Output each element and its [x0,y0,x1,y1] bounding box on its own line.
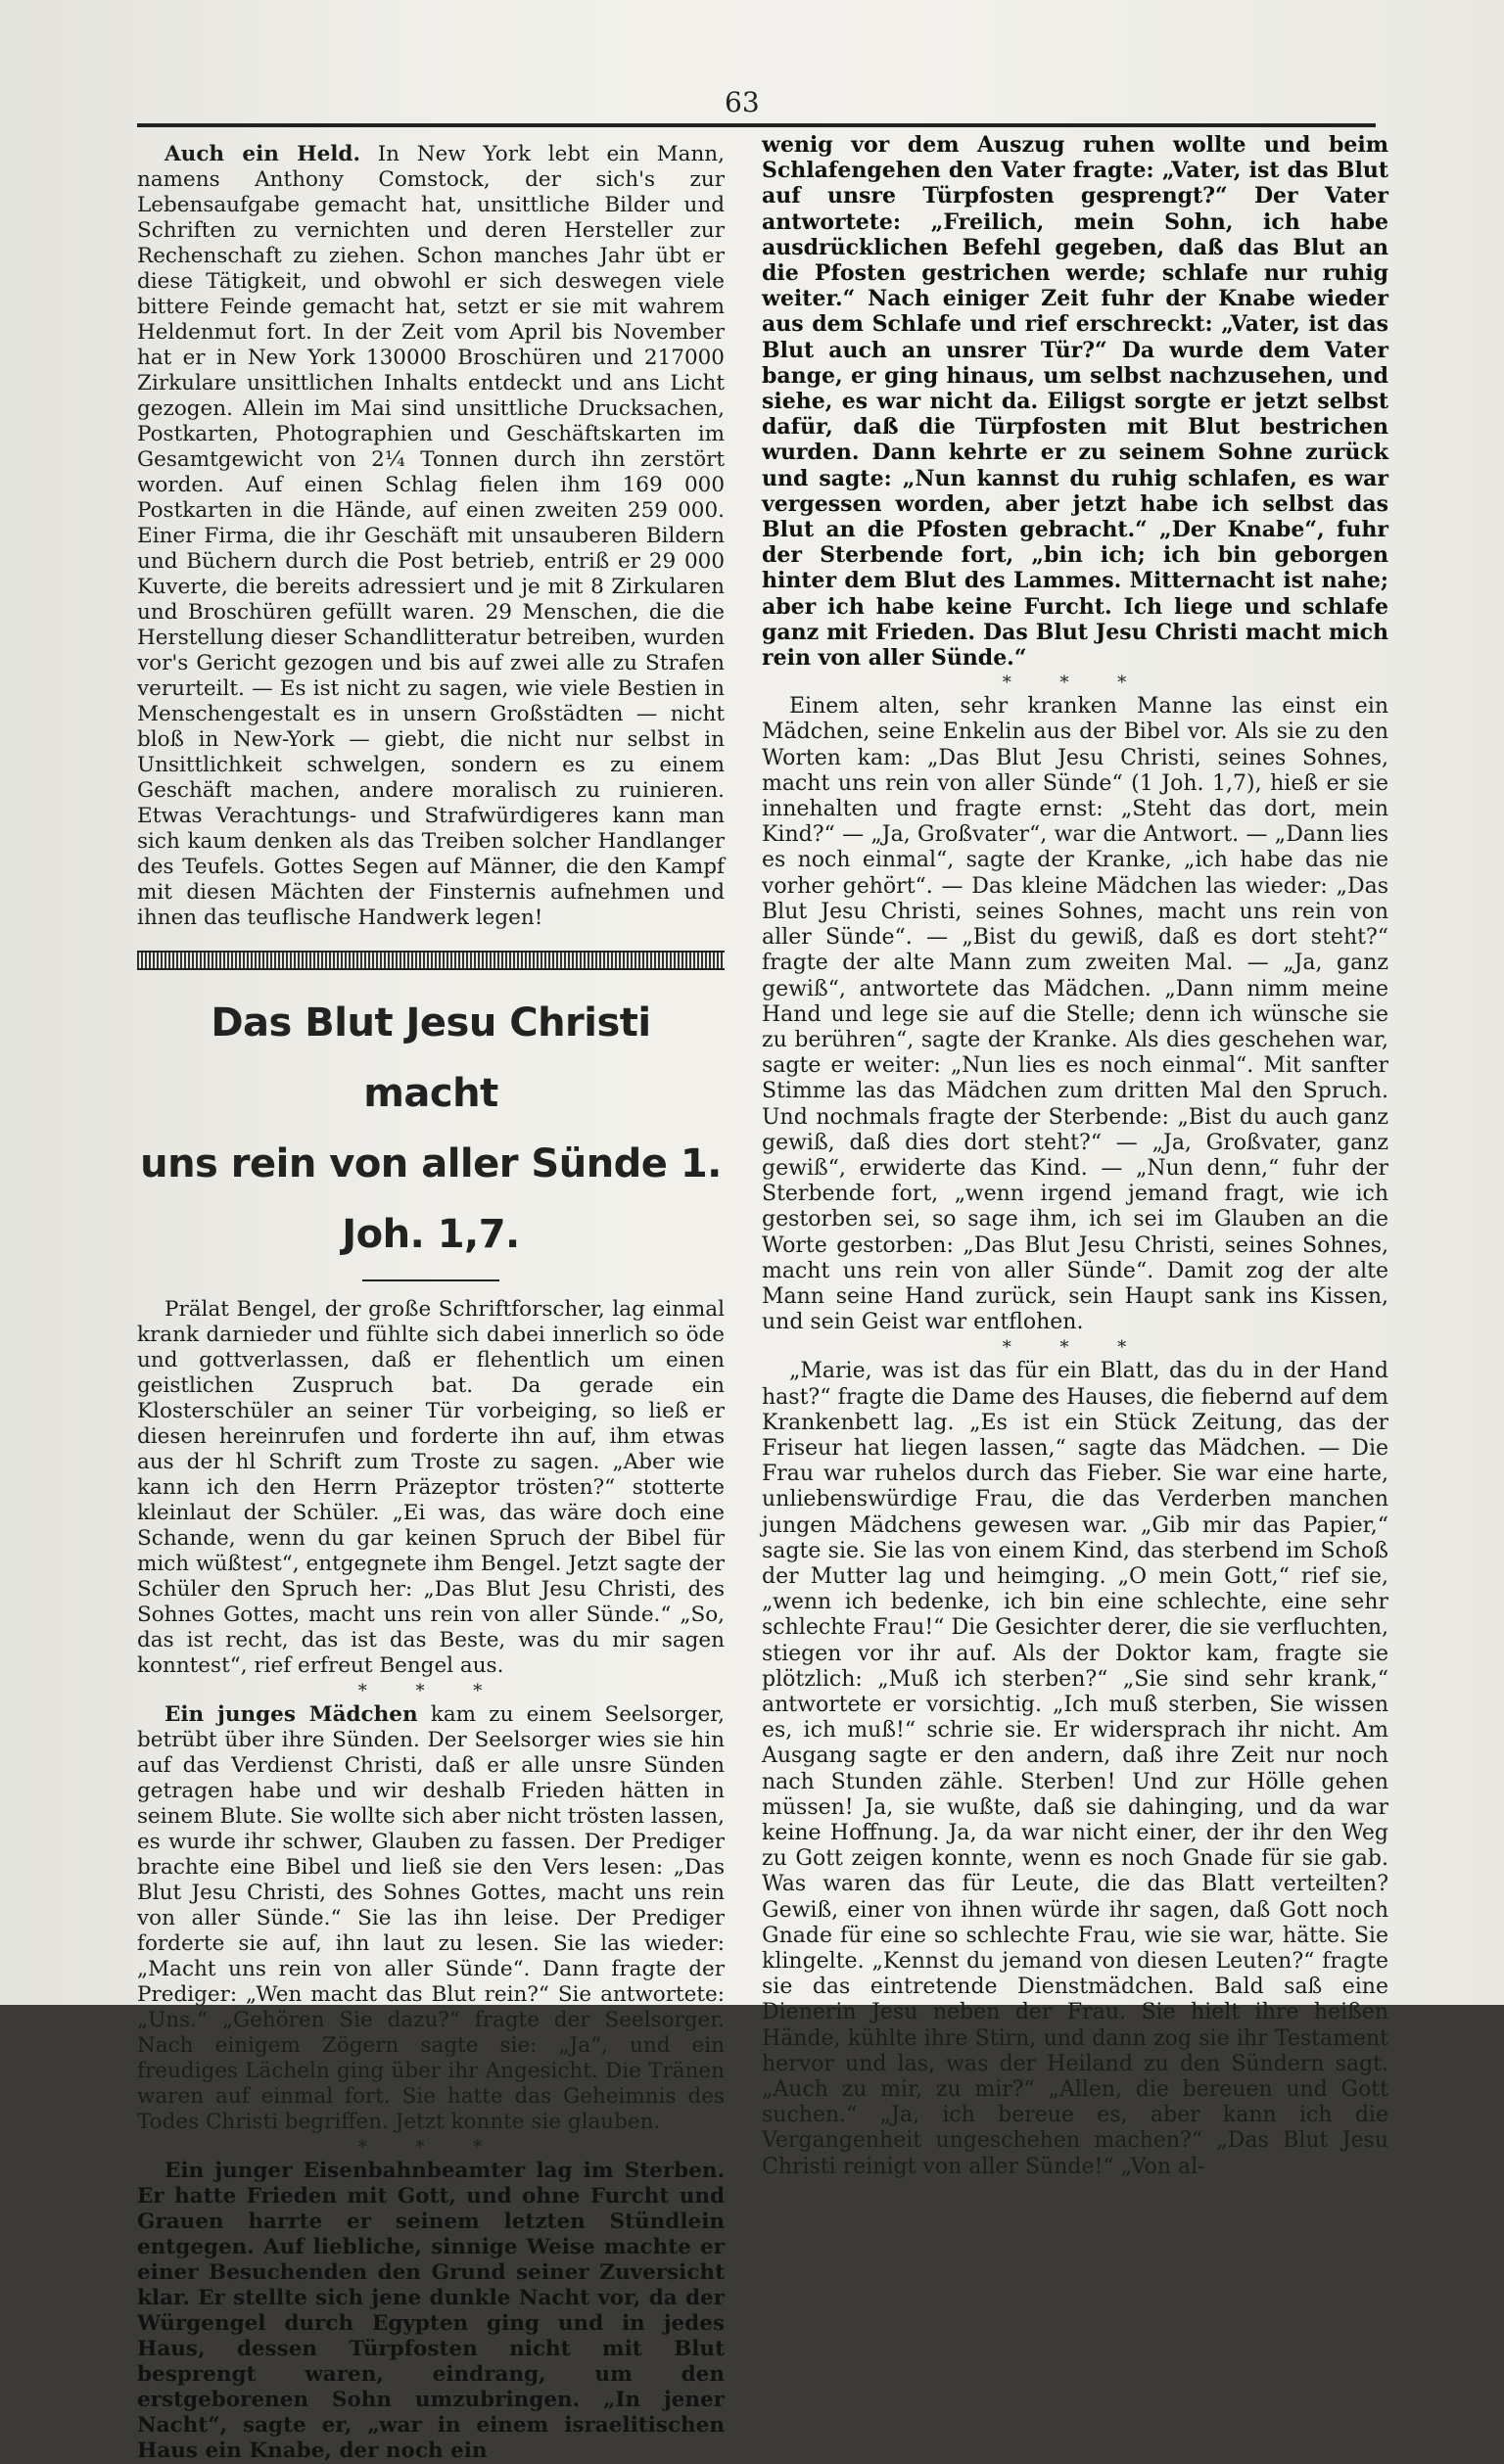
held-article [137,142,725,931]
marie-paragraph: „Marie, was ist das für ein Blatt, das du in der Hand hast?“ fragte die Dame des Hauses, die fiebernd auf dem Krankenbett lag. „Es ist ein Stück Zeitung, das der Friseur hat liegen lassen,“ sagte das Mädchen. — Die Frau war ruhelos durch das Fieber. Sie war eine harte, unliebenswürdige Frau, die das Verderben manchen jungen Mädchens gewesen war. „Gib mir das Papier,“ sagte sie. Sie las von einem Kind, das sterbend im Schoß der Mutter lag und heimging. „O mein Gott,“ rief sie, „wenn ich bedenke, ich bin eine schlechte, eine sehr schlechte Frau!“ Die Gesichter derer, die sie verfluchten, stiegen vor ihr auf. Als der Doktor kam, fragte sie plötzlich: „Muß ich sterben?“ „Sie sind sehr krank,“ antwortete er vorsichtig. „Ich muß sterben, Sie wissen es, ich muß!“ schrie sie. Er widersprach ihr nicht. Am Ausgang sagte er den andern, daß ihre Zeit nur noch nach Stunden zähle. Sterben! Und zur Hölle gehen müssen! Ja, sie wußte, daß sie dahinging, und da war keine Hoffnung. Ja, da war nicht einer, der ihr den Weg zu Gott zeigen konnte, wenn es noch Gnade für sie gab. Was waren das für Leute, die das Blatt verteilten? Gewiß, einer von ihnen würde ihr sagen, daß Gott noch Gnade für eine so schlechte Frau, wie sie war, hätte. Sie klingelte. „Kennst du jemand von diesen Leuten?“ fragte sie das eintretende Dienstmädchen. Bald saß eine Dienerin Jesu neben der Frau. Sie hielt ihre heißen Hände, kühlte ihre Stirn, und dann zog sie ihr Testament hervor und las, was der Heiland zu den Sündern sagt. „Auch zu mir, zu mir?“ „Allen, die bereuen und Gott suchen.“ „Ja, ich bereue es, aber kann ich die Vergangenheit ungeschehen machen?“ „Das Blut Jesu Christi reinigt von aller Sünde!“ „Von al- [762,1359,1388,2179]
header-rule [137,123,1376,127]
bengel-paragraph: Prälat Bengel, der große Schriftforscher, lag einmal krank darnieder und fühlte sich dabei innerlich so öde und gottverlassen, daß er flehentlich um einen geistlichen Zuspruch bat. Da gerade ein Klosterschüler an seiner Tür vorbeiging, so ließ er diesen hereinrufen und forderte ihn auf, ihm etwas aus der hl Schrift zum Troste zu sagen. „Aber wie kann ich den Herrn Präzeptor trösten?“ stotterte kleinlaut der Schüler. „Ei was, das wäre doch eine Schande, wenn du gar keinen Spruch der Bibel für mich wüßtest“, entgegnete ihm Bengel. Jetzt sagte der Schüler den Spruch her: „Das Blut Jesu Christi, des Sohnes Gottes, macht uns rein von aller Sünde.“ „So, das ist recht, das ist das Beste, was du mir sagen konntest“, rief erfreut Bengel aus. [137,1297,725,1678]
maedchen-lead: Ein junges Mädchen [164,1702,418,1727]
maedchen-body: kam zu einem Seelsorger, betrübt über ihre Sünden. Der Seelsorger wies sie hin auf das Verdienst Christi, daß er alle unsre Sünden getragen habe und wir deshalb Frieden hätten in seinem Blute. Sie wollte sich aber nicht trösten lassen, es wurde ihr schwer, Glauben zu fassen. Der Prediger brachte eine Bibel und ließ sie den Vers lesen: „Das Blut Jesu Christi, des Sohnes Gottes, macht uns rein von aller Sünde.“ Sie las ihn leise. Der Prediger forderte sie auf, ihn laut zu lesen. Sie las wieder: „Macht uns rein von aller Sünde“. Dann fragte der Prediger: „Wen macht das Blut rein?“ Sie antwortete: „Uns.“ „Gehören Sie dazu?“ fragte der Seelsorger. Nach einigem Zögern sagte sie: „Ja“, und ein freudiges Lächeln ging über ihr Angesicht. Die Tränen waren auf einmal fort. Sie hatte das Geheimnis des Todes Christi begriffen. Jetzt konnte sie glauben. [137,1702,726,2134]
section-title [137,988,725,1270]
eisenbahn-body: lag im Sterben. Er hatte Frieden mit Gott, und ohne Furcht und Grauen harrte er seinem letzten Stündlein entgegen. Auf liebliche, sinnige Weise machte er einer Besuchenden den Grund seiner Zuversicht klar. Er stellte sich jene dunkle Nacht vor, da der Würgengel durch Egypten ging und in jedes Haus, dessen Türpfosten nicht mit Blut besprengt waren, eindrang, um den erstgeborenen Sohn umzubringen. „In jener Nacht“, sagte er, „war in einem israelitischen Haus ein Knabe, der noch ein [137,2159,725,2463]
title-underline [362,1279,499,1281]
star-separator: * * * [357,1681,504,1701]
star-separator: * * * [357,2137,504,2158]
left-column [137,142,725,2464]
page-number: 63 [725,86,760,118]
eisenbahn-lead: Ein junger Eisenbahnbeamter [164,2159,526,2183]
eisenbahn-paragraph [137,2159,725,2464]
alter-mann-paragraph: Einem alten, sehr kranken Manne las einst ein Mädchen, seine Enkelin aus der Bibel vor. Als sie zu den Worten kam: „Das Blut Jesu Christi, seines Sohnes, macht uns rein von aller Sünde“ (1 Joh. 1,7), hieß er sie innehalten und fragte ernst: „Steht das dort, mein Kind?“ — „Ja, Großvater“, war die Antwort. — „Dann lies es noch einmal“, sagte der Kranke, „ich habe das nie vorher gehört“. — Das kleine Mädchen las wieder: „Das Blut Jesu Christi, seines Sohnes, macht uns rein von aller Sünde“. — „Bist du gewiß, daß es dort steht?“ fragte der alte Mann zum zweiten Mal. — „Ja, ganz gewiß“, antwortete das Mädchen. „Dann nimm meine Hand und lege sie auf die Stelle; denn ich wünsche sie zu berühren“, sagte der Kranke. Als dies geschehen war, sagte er weiter: „Nun lies es noch einmal“. Mit sanfter Stimme las das Mädchen zum dritten Mal den Spruch. Und nochmals fragte der Sterbende: „Bist du auch ganz gewiß, daß dies dort steht?“ — „Ja, Großvater, ganz gewiß“, erwiderte das Kind. — „Nun denn,“ fuhr der Sterbende fort, „wenn irgend jemand fragt, wie ich gestorben sei, so sage ihm, ich sei im Glauben an die Worte gestorben: „Das Blut Jesu Christi, seines Sohnes, macht uns rein von aller Sünde“. Damit zog der alte Mann seine Hand zurück, sein Haupt sank ins Kissen, und sein Geist war entflohen. [762,694,1388,1335]
right-column [762,132,1388,2180]
title-line-2: uns rein von aller Sünde 1. Joh. 1,7. [140,1141,722,1257]
held-heading: Auch ein Held. [164,142,360,166]
title-line-1: Das Blut Jesu Christi macht [211,1000,651,1116]
star-separator: * * * [1002,1337,1149,1359]
eisenbahn-continuation: wenig vor dem Auszug ruhen wollte und beim Schlafengehen den Vater fragte: „Vater, ist das Blut auf unsre Türpfosten gesprengt?“ Der Vater antwortete: „Freilich, mein Sohn, ich habe ausdrücklichen Befehl gegeben, daß das Blut an die Pfosten gestrichen werde; schlafe nur ruhig weiter.“ Nach einiger Zeit fuhr der Knabe wieder aus dem Schlafe und rief erschreckt: „Vater, ist das Blut auch an unsrer Tür?“ Da wurde dem Vater bange, er ging hinaus, um selbst nachzusehen, und siehe, es war nicht da. Eiligst sorgte er jetzt selbst dafür, daß die Türpfosten mit Blut bestrichen wurden. Dann kehrte er zu seinem Sohne zurück und sagte: „Nun kannst du ruhig schlafen, es war vergessen worden, aber jetzt habe ich selbst das Blut an die Pfosten gebracht.“ „Der Knabe“, fuhr der Sterbende fort, „bin ich; ich bin geborgen hinter dem Blut des Lammes. Mitternacht ist nahe; aber ich habe keine Furcht. Ich liege und schlafe ganz mit Frieden. Das Blut Jesu Christi macht mich rein von aller Sünde.“ [762,132,1388,672]
section-divider [137,951,725,970]
maedchen-paragraph [137,1702,725,2135]
held-body: In New York lebt ein Mann, namens Anthony Comstock, der sich's zur Lebensaufgabe gemacht hat, unsittliche Bilder und Schriften zu vernichten und deren Hersteller zur Rechenschaft zu ziehen. Schon manches Jahr übt er diese Tätigkeit, und obwohl er sich deswegen viele bittere Feinde gemacht hat, setzt er sie mit wahrem Heldenmut fort. In der Zeit vom April bis November hat er in New York 130000 Broschüren und 217000 Zirkulare unsittlichen Inhalts entdeckt und ans Licht gezogen. Allein im Mai sind unsittliche Drucksachen, Postkarten, Photographien und Geschäftskarten im Gesamtgewicht von 2¼ Tonnen durch ihn zerstört worden. Auf einen Schlag fielen ihm 169 000 Postkarten in die Hände, auf einen zweiten 259 000. Einer Firma, die ihr Geschäft mit unsauberen Bildern und Büchern durch die Post betrieb, entriß er 29 000 Kuverte, die bereits adressiert und je mit 8 Zirkularen und Broschüren gefüllt waren. 29 Menschen, die die Herstellung dieser Schandlitteratur betreiben, wurden vor's Gericht gezogen und bis auf zwei alle zu Strafen verurteilt. — Es ist nicht zu sagen, wie viele Bestien in Menschengestalt es in unsern Großstädten — nicht bloß in New-York — giebt, die nicht nur selbst in Unsittlichkeit schwelgen, sondern es zu einem Geschäft machen, andere moralisch zu ruinieren. Etwas Verachtungs- und Strafwürdigeres kann man sich kaum denken als das Treiben solcher Handlanger des Teufels. Gottes Segen auf Männer, die den Kampf mit diesen Mächten der Finsternis aufnehmen und ihnen das teuflische Handwerk legen! [137,142,725,930]
star-separator: * * * [1002,673,1149,694]
